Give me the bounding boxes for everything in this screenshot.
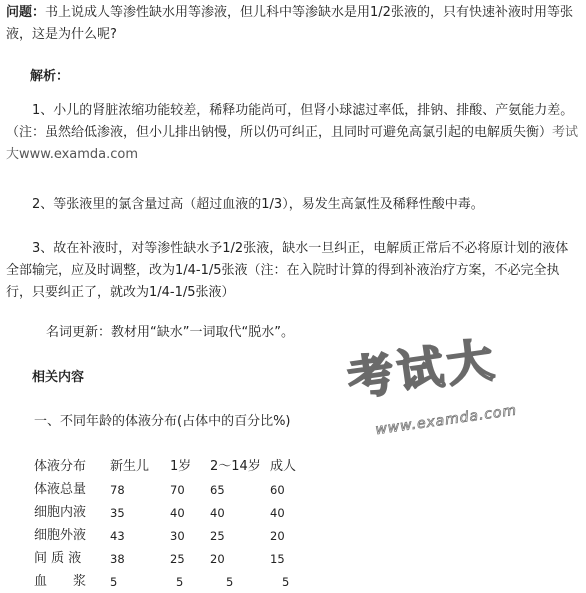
table-row — [34, 524, 310, 547]
related-subtitle: 一、不同年龄的体液分布(占体中的百分比%) — [34, 414, 291, 429]
table-cell: 40 — [170, 505, 185, 520]
table-cell: 60 — [270, 482, 285, 497]
analysis-point-3 — [6, 238, 580, 304]
table-cell: 血 浆 — [34, 573, 87, 589]
table-row — [34, 478, 310, 501]
table-header: 新生儿 — [110, 458, 150, 474]
table-cell: 25 — [210, 528, 225, 543]
site-watermark-logo — [327, 331, 567, 460]
body-fluid-table — [34, 455, 310, 593]
table-row — [34, 547, 310, 570]
table-header: 体液分布 — [34, 458, 87, 474]
question-block — [6, 2, 580, 46]
table-cell: 20 — [270, 528, 285, 543]
related-title: 相关内容 — [32, 370, 85, 385]
table-cell: 5 — [176, 574, 184, 589]
analysis-point-1 — [6, 100, 580, 166]
table-cell: 40 — [270, 505, 285, 520]
question-label: 问题： — [6, 5, 46, 20]
table-cell: 65 — [210, 482, 225, 497]
table-header: 2～14岁 — [210, 458, 261, 474]
table-cell: 35 — [110, 505, 125, 520]
watermark-logo-text: 考试大 — [344, 331, 501, 407]
table-cell: 38 — [110, 551, 125, 566]
table-cell: 5 — [282, 574, 290, 589]
table-cell: 40 — [210, 505, 225, 520]
table-header: 1岁 — [170, 458, 192, 474]
question-text: 书上说成人等渗性缺水用等渗液，但儿科中等渗缺水是用1/2张液的，只有快速补液时用等张液，这是为什么呢? — [6, 5, 573, 42]
table-cell: 体液总量 — [34, 481, 87, 497]
table-cell: 78 — [110, 482, 125, 497]
table-cell: 间 质 液 — [34, 550, 82, 566]
table-cell: 15 — [270, 551, 285, 566]
table-header-row — [34, 455, 310, 478]
table-cell: 30 — [170, 528, 185, 543]
table-cell: 20 — [210, 551, 225, 566]
analysis-point-2: 2、等张液里的氯含量过高（超过血液的1/3），易发生高氯性及稀释性酸中毒。 — [32, 197, 484, 212]
table-cell: 25 — [170, 551, 185, 566]
watermark-domain-text: www.examda.com — [374, 402, 519, 439]
table-cell: 5 — [110, 574, 118, 589]
table-cell: 细胞内液 — [34, 504, 87, 520]
analysis-title: 解析： — [30, 69, 70, 84]
inline-watermark-text: 考试大www.examda.com — [6, 125, 579, 162]
table-cell: 43 — [110, 528, 125, 543]
table-header: 成人 — [270, 458, 297, 474]
analysis-point-1-text: 1、小儿的肾脏浓缩功能较差，稀释功能尚可，但肾小球滤过率低，排钠、排酸、产氨能力差。（注：虽然给低渗液，但小儿排出钠慢，所以仍可纠正，且同时可避免高氯引起的电解质失衡） — [6, 103, 574, 140]
analysis-point-3-text: 3、故在补液时，对等渗性缺水予1/2张液，缺水一旦纠正，电解质正常后不必将原计划的液体全部输完，应及时调整，改为1/4-1/5张液（注：在入院时计算的得到补液治疗方案，不必完全执行，只要纠正了，就改为1/4-1/5张液） — [6, 241, 569, 300]
terminology-note: 名词更新：教材用“缺水”一词取代“脱水”。 — [46, 325, 294, 340]
table-cell: 5 — [226, 574, 234, 589]
table-cell: 70 — [170, 482, 185, 497]
table-row — [34, 501, 310, 524]
table-cell: 细胞外液 — [34, 527, 87, 543]
